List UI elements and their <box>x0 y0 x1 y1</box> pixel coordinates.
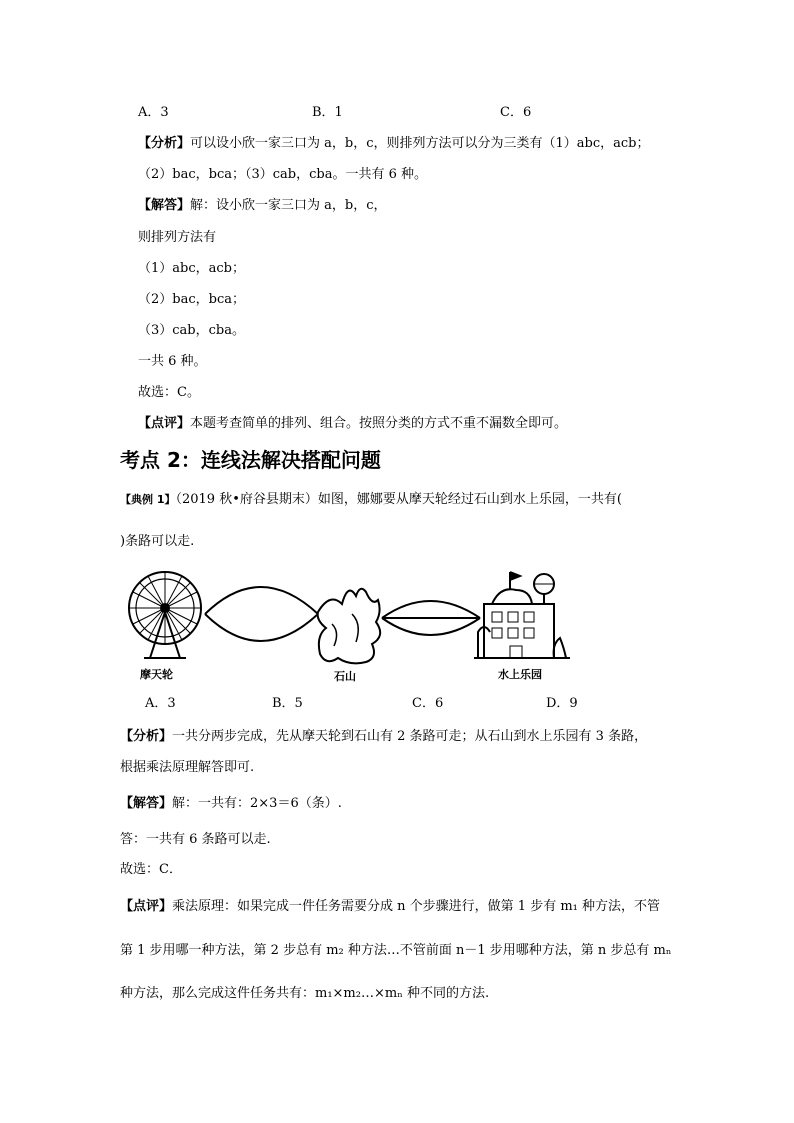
analysis-tag: 【分析】 <box>138 136 191 151</box>
answer-tag: 【解答】 <box>138 198 191 213</box>
review-text: 本题考查简单的排列、组合。按照分类的方式不重不漏数全即可。 <box>190 416 568 431</box>
review-tag: 【点评】 <box>138 416 191 431</box>
review-1 <box>138 414 567 434</box>
ferris-wheel-icon <box>129 572 201 658</box>
water-park-icon <box>474 572 570 658</box>
answer-1-line4: （2）bac，bca； <box>138 292 245 307</box>
example-text: （2019 秋•府谷县期末）如图，娜娜要从摩天轮经过石山到水上乐园，一共有( <box>175 492 622 507</box>
route-1-bottom <box>205 614 318 641</box>
option-c: C．6 <box>500 105 532 120</box>
answer-1-line5: （3）cab，cba。 <box>138 323 245 338</box>
analysis-2-text: 一共分两步完成，先从摩天轮到石山有 2 条路可走；从石山到水上乐园有 3 条路， <box>172 729 648 744</box>
review-2-line3: 种方法，那么完成这件任务共有：m₁×m₂…×mₙ 种不同的方法. <box>120 986 490 1001</box>
section-heading: 考点 2：连线法解决搭配问题 <box>120 448 381 472</box>
answer-1-line1 <box>138 196 387 216</box>
option-a-2: A．3 <box>145 696 176 711</box>
route-1-top <box>205 587 318 614</box>
choose-2: 故选：C． <box>120 862 182 877</box>
answer-2 <box>120 794 342 814</box>
analysis-2-line1 <box>120 727 647 747</box>
review-2-text: 乘法原理：如果完成一件任务需要分成 n 个步骤进行，做第 1 步有 m₁ 种方法，不管 <box>172 899 660 914</box>
review-2-line2: 第 1 步用哪一种方法，第 2 步总有 m₂ 种方法…不管前面 n－1 步用哪种方法，第 n 步总有 mₙ <box>120 943 672 958</box>
label-stone-mountain: 石山 <box>334 670 356 683</box>
option-a: A．3 <box>138 105 169 120</box>
answer-1-line7: 故选：C。 <box>138 385 200 400</box>
analysis-text: 可以设小欣一家三口为 a，b，c，则排列方法可以分为三类有（1）abc，acb； <box>190 136 650 151</box>
answer-2-text: 解：一共有：2×3＝6（条）. <box>172 796 342 811</box>
analysis-2-tag: 【分析】 <box>120 729 173 744</box>
answer-text: 解：设小欣一家三口为 a，b，c， <box>190 198 387 213</box>
option-d-2: D．9 <box>546 696 578 711</box>
option-c-2: C．6 <box>412 696 444 711</box>
answer-1-line2: 则排列方法有 <box>138 230 217 245</box>
example-line1 <box>120 490 622 510</box>
example-tag: 【典例 1】 <box>120 493 176 506</box>
route-2-bottom <box>382 618 480 635</box>
stone-mountain-icon <box>318 589 380 664</box>
answer-1-line6: 一共 6 种。 <box>138 354 207 369</box>
reply-2: 答：一共有 6 条路可以走. <box>120 832 271 847</box>
example-line2: )条路可以走. <box>120 534 195 549</box>
answer-1-line3: （1）abc，acb； <box>138 261 245 276</box>
route-figure <box>120 562 585 686</box>
analysis-1-line1 <box>138 134 649 154</box>
route-2-top <box>382 601 480 618</box>
option-b: B．1 <box>312 105 343 120</box>
option-b-2: B．5 <box>272 696 303 711</box>
answer-2-tag: 【解答】 <box>120 796 173 811</box>
label-ferris-wheel: 摩天轮 <box>140 668 173 681</box>
analysis-2-line2: 根据乘法原理解答即可. <box>120 760 255 775</box>
review-2-tag: 【点评】 <box>120 899 173 914</box>
analysis-1-line2: （2）bac，bca；（3）cab，cba。一共有 6 种。 <box>138 167 427 182</box>
label-water-park: 水上乐园 <box>498 668 542 681</box>
review-2-line1 <box>120 897 660 917</box>
